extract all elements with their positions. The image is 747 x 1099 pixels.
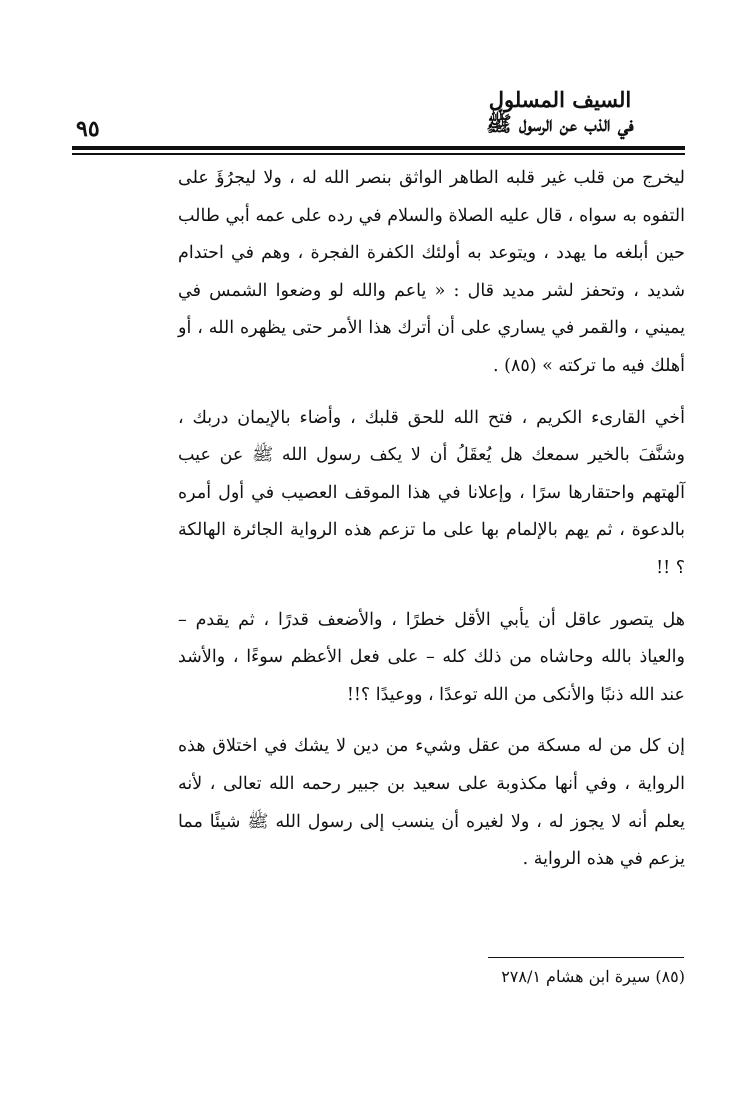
header-title-line-2: في الذب عن الرسول ﷺ	[486, 111, 634, 136]
paragraph-3: هل يتصور عاقل أن يأبي الأقل خطرًا ، والأضعف قدرًا ، ثم يقدم – والعياذ بالله وحاشاه من ذلك كله – على فعل الأعظم سوءًا ، والأشد عند الله ذنبًا والأنكى من الله توعدًا ، ووعيدًا ؟!!	[178, 609, 685, 705]
header-rule-thin	[72, 153, 685, 155]
footnote-separator	[488, 957, 684, 958]
header-title-line-1: السيف المسلول	[488, 87, 632, 112]
footnote: (٨٥) سيرة ابن هشام ٢٧٨/١	[501, 967, 685, 986]
running-header-title	[435, 88, 685, 136]
body-text	[178, 160, 685, 879]
paragraph-4: إن كل من له مسكة من عقل وشيء من دين لا يشك في اختلاق هذه الرواية ، وفي أنها مكذوبة على سعيد بن جبير رحمه الله تعالى ، لأنه يعلم أنه لا يجوز له ، ولا لغيره أن ينسب إلى رسول الله ﷺ شيئًا مما يزعم في هذه الرواية .	[178, 736, 685, 870]
paragraph-1: ليخرج من قلب غير قلبه الطاهر الواثق بنصر الله له ، ولا ليجرُؤَ على التفوه به سواه ، قال عليه الصلاة والسلام في رده على عمه أبي طالب حين أبلغه ما يهدد ، ويتوعد به أولئك الكفرة الفجرة ، وهم في احتدام شديد ، وتحفز لشر مديد قال : « ياعم والله لو وضعوا الشمس في يميني ، والقمر في يساري على أن أترك هذا الأمر حتى يظهره الله ، أو أهلك فيه ما تركته » (٨٥) .	[178, 168, 685, 376]
header-rule-thick	[72, 146, 685, 150]
page-number: ٩٥	[76, 116, 100, 142]
paragraph-2: أخي القارىء الكريم ، فتح الله للحق قلبك ، وأضاء بالإيمان دربك ، وشنَّفَ بالخير سمعك هل يُعقَلُ أن لا يكف رسول الله ﷺ عن عيب آلهتهم واحتقارها سرًا ، وإعلانا في هذا الموقف العصيب في أول أمره بالدعوة ، ثم يهم بالإلمام بها على ما تزعم هذه الرواية الجائرة الهالكة ؟ !!	[178, 407, 685, 578]
